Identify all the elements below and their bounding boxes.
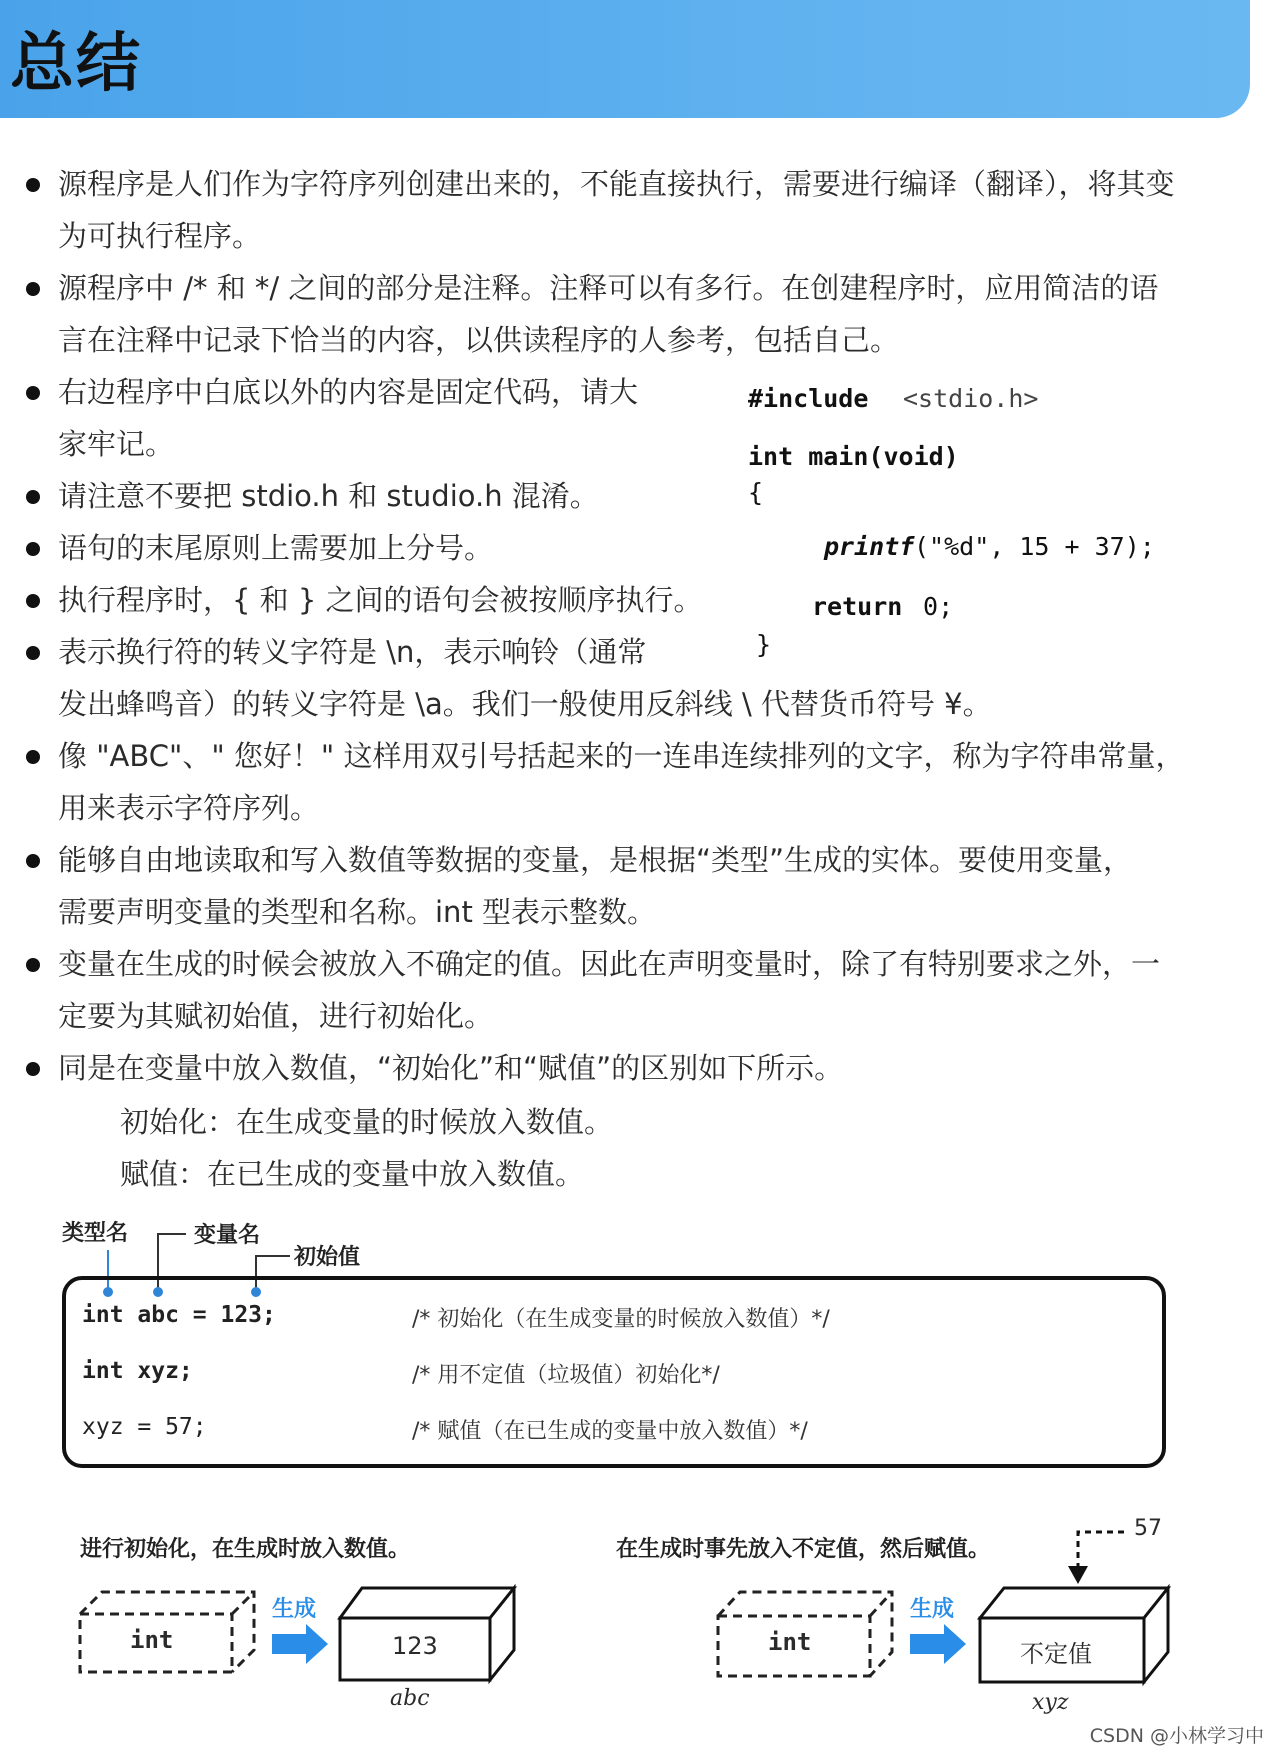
page-title: 总结 (10, 27, 142, 101)
code-printf-args: ("%d", 15 + 37); (914, 532, 1155, 561)
label-type-name: 类型名 (62, 1221, 129, 1246)
label-init-value: 初始值 (294, 1245, 361, 1270)
bullet-line: 同是在变量中放入数值，“初始化”和“赋值”的区别如下所示。 (58, 1051, 844, 1085)
right-arrow (910, 1624, 966, 1664)
code-line-3-comment: /* 赋值（在已生成的变量中放入数值）*/ (412, 1419, 808, 1444)
bullet-line: 右边程序中白底以外的内容是固定代码，请大 (58, 375, 639, 409)
code-include: #include (748, 384, 869, 413)
bullet-line: 用来表示字符序列。 (58, 791, 320, 825)
bullet-line: 源程序是人们作为字符序列创建出来的，不能直接执行，需要进行编译（翻译），将其变 (58, 167, 1175, 201)
left-type: int (130, 1626, 174, 1654)
definition-init: 初始化：在生成变量的时候放入数值。 (120, 1105, 614, 1139)
bullet-line: 言在注释中记录下恰当的内容，以供读程序的人参考，包括自己。 (58, 323, 900, 357)
bullet-line: 像 "ABC"、" 您好！" 这样用双引号括起来的一连串连续排列的文字，称为字符串常量， (58, 739, 1185, 773)
code-line-1-comment: /* 初始化（在生成变量的时候放入数值）*/ (412, 1307, 830, 1332)
right-value: 不定值 (1020, 1640, 1092, 1668)
bullet-line: 表示换行符的转义字符是 \n，表示响铃（通常 (58, 635, 647, 669)
left-value: 123 (392, 1632, 438, 1660)
code-header-file: <stdio.h> (903, 384, 1039, 413)
code-line-3-text: xyz = 57; (82, 1414, 207, 1440)
code-close-brace: } (756, 630, 772, 659)
right-arrow-label: 生成 (910, 1597, 955, 1622)
assigned-value: 57 (1134, 1516, 1162, 1541)
code-return-val: 0; (908, 592, 954, 621)
diagram-left-caption: 进行初始化，在生成时放入数值。 (80, 1537, 411, 1562)
bullet-line: 需要声明变量的类型和名称。int 型表示整数。 (58, 895, 657, 929)
code-line-2-comment: /* 用不定值（垃圾值）初始化*/ (412, 1363, 720, 1388)
right-var-name: xyz (1032, 1690, 1069, 1715)
left-var-name: abc (390, 1686, 430, 1711)
bullet-line: 执行程序时，{ 和 } 之间的语句会被按顺序执行。 (58, 583, 703, 617)
definition-assign: 赋值：在已生成的变量中放入数值。 (120, 1157, 585, 1191)
bullet-line: 语句的末尾原则上需要加上分号。 (58, 531, 494, 565)
code-printf-fn: printf (824, 532, 915, 561)
label-var-name: 变量名 (194, 1223, 261, 1248)
right-type: int (768, 1628, 812, 1656)
bullet-line: 发出蜂鸣音）的转义字符是 \a。我们一般使用反斜线 \ 代替货币符号 ¥。 (58, 687, 992, 721)
bullet-line: 变量在生成的时候会被放入不确定的值。因此在声明变量时，除了有特别要求之外，一 (58, 947, 1161, 981)
bullet-line: 家牢记。 (58, 427, 175, 461)
bullet-line: 为可执行程序。 (58, 219, 262, 253)
bullet-line: 定要为其赋初始值，进行初始化。 (58, 999, 494, 1033)
left-arrow-label: 生成 (272, 1597, 317, 1622)
bullet-line: 请注意不要把 stdio.h 和 studio.h 混淆。 (58, 479, 599, 513)
code-line-1-text: int abc = 123; (82, 1302, 276, 1328)
assign-arrow (1078, 1532, 1124, 1570)
code-return-kw: return (812, 592, 903, 621)
diagram-right-caption: 在生成时事先放入不定值，然后赋值。 (616, 1537, 991, 1562)
code-open-brace: { (748, 478, 764, 507)
bullet-line: 源程序中 /* 和 */ 之间的部分是注释。注释可以有多行。在创建程序时，应用简洁的语 (58, 271, 1159, 305)
code-main: int main(void) (748, 442, 959, 471)
left-arrow (272, 1624, 328, 1664)
bullet-line: 能够自由地读取和写入数值等数据的变量，是根据“类型”生成的实体。要使用变量， (58, 843, 1133, 877)
watermark: CSDN @小林学习中 (1089, 1725, 1264, 1747)
code-line-2-text: int xyz; (82, 1358, 193, 1384)
